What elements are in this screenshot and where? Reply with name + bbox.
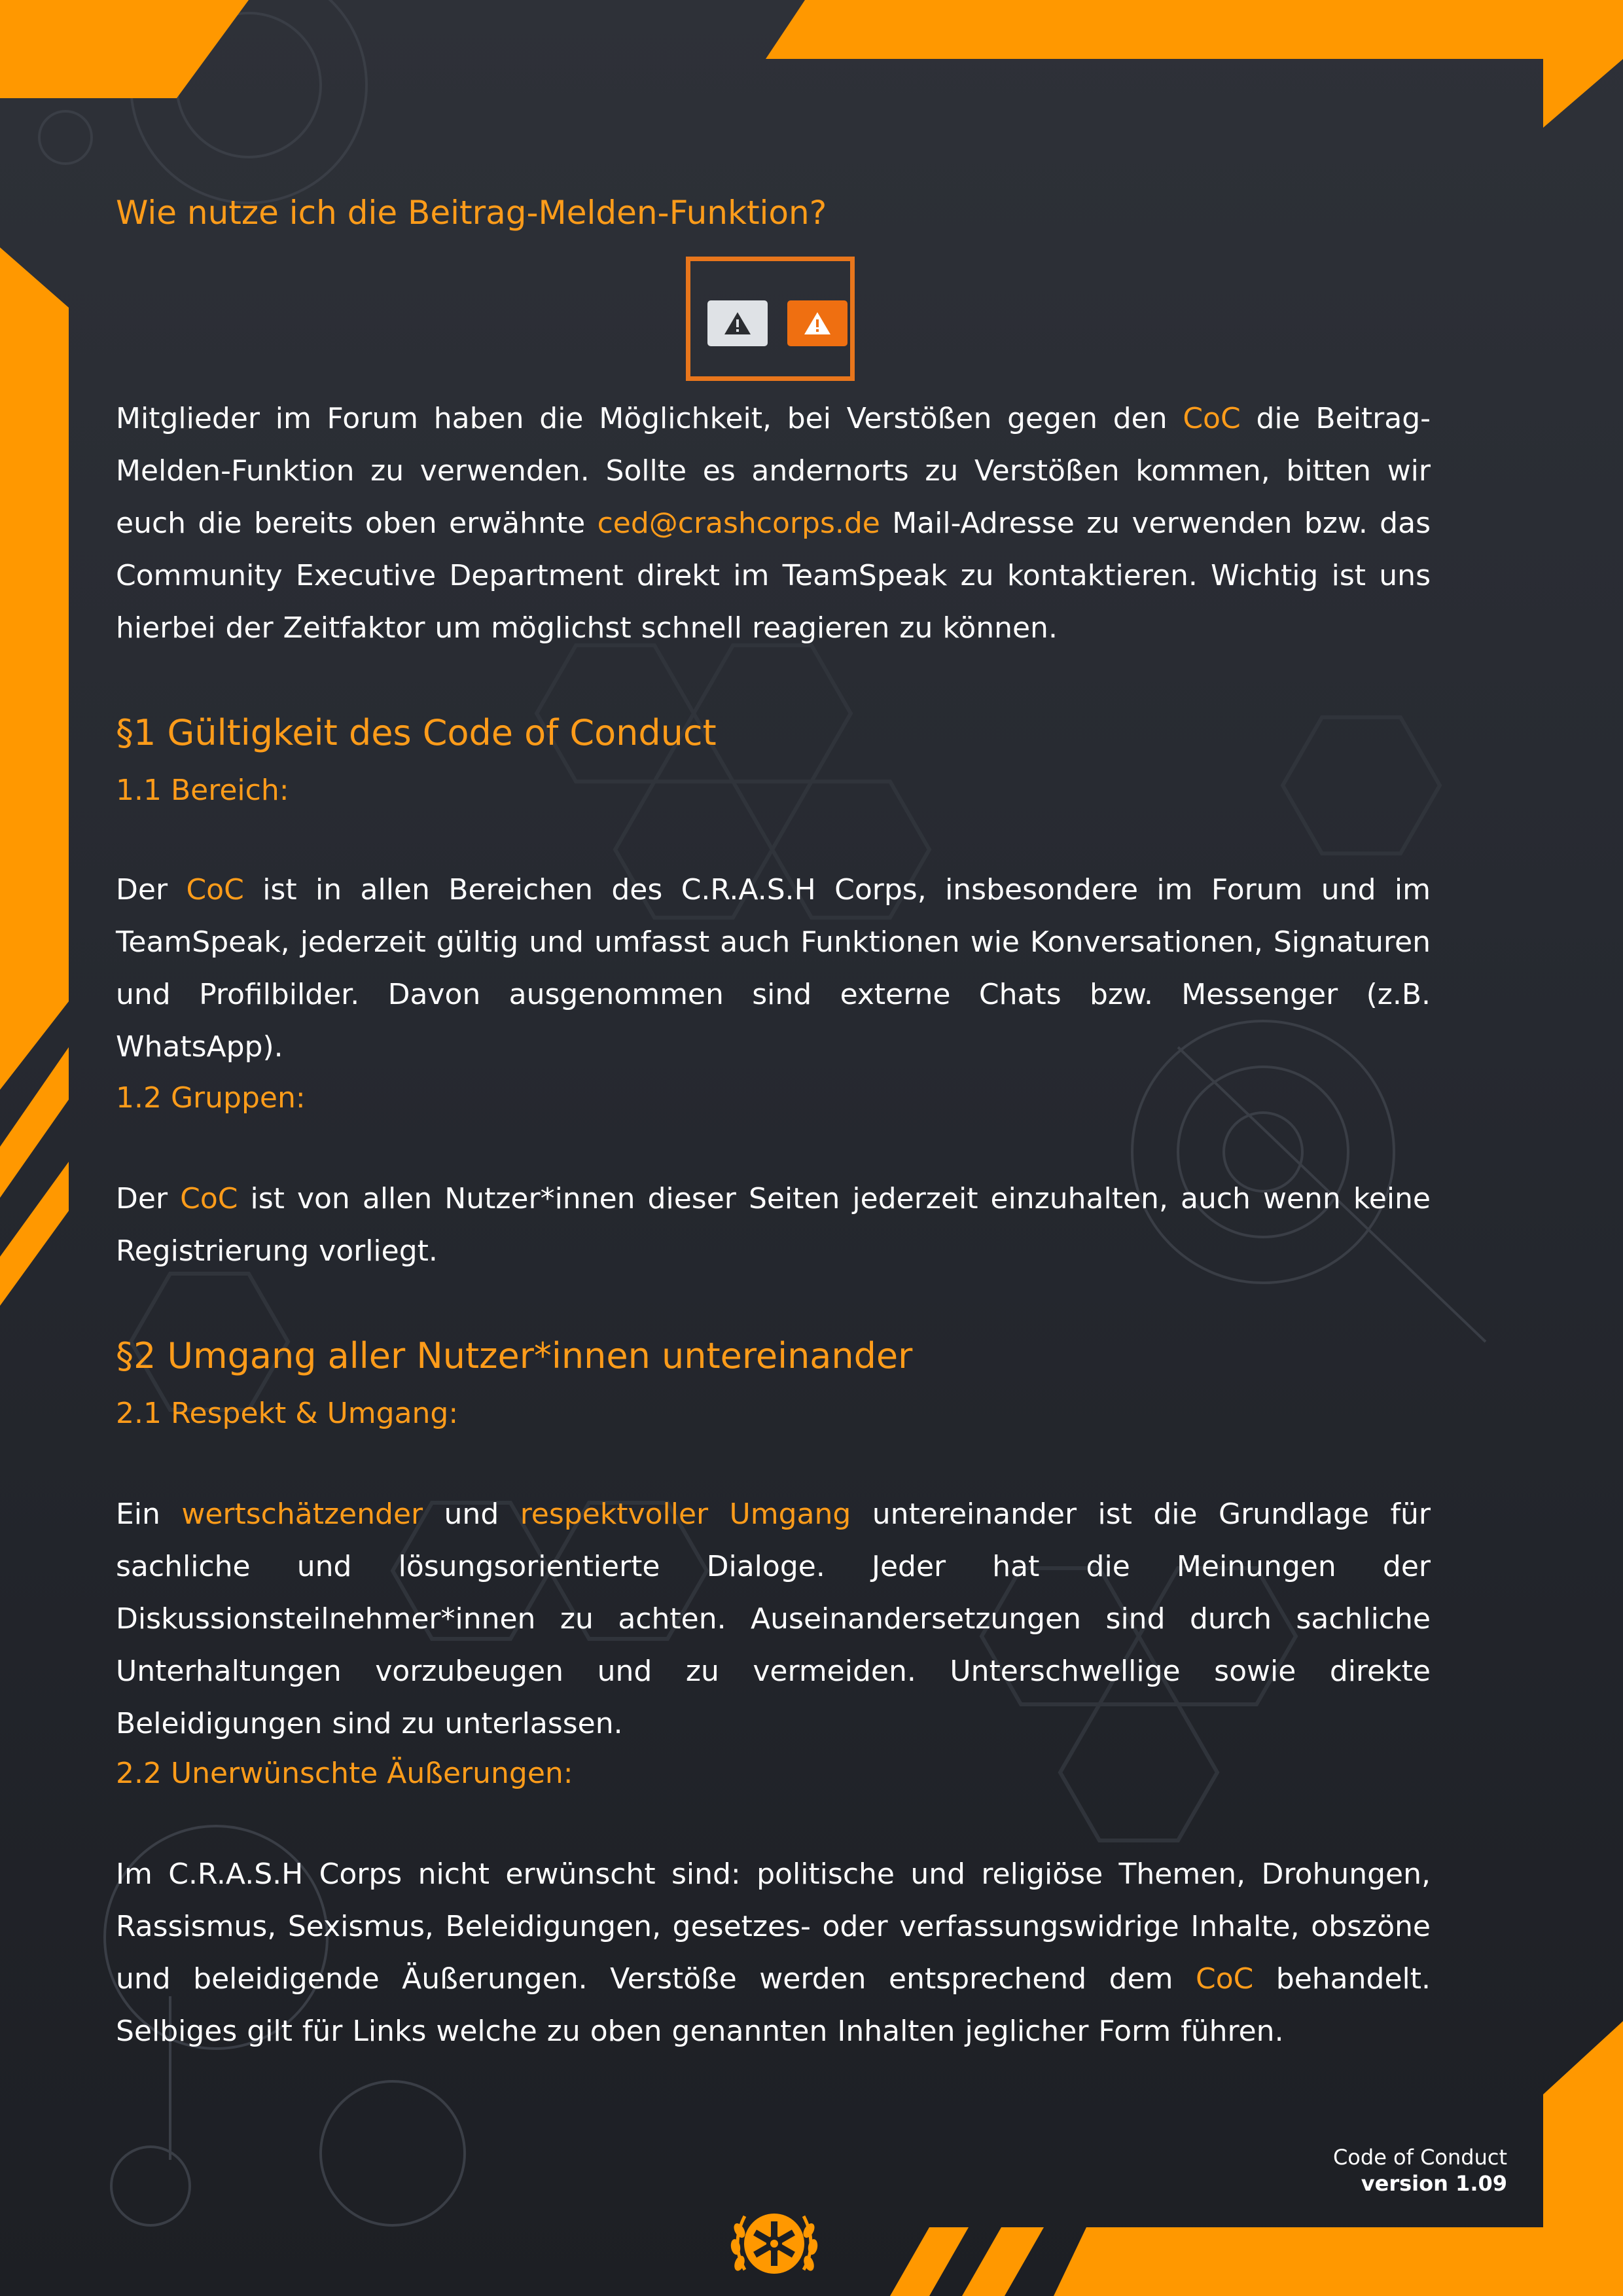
section-2-heading: §2 Umgang aller Nutzer*innen untereinander xyxy=(116,1335,913,1376)
subsection-2-1-heading: 2.1 Respekt & Umgang: xyxy=(116,1397,459,1430)
email-link[interactable]: ced@crashcorps.de xyxy=(597,507,880,540)
coc-highlight: CoC xyxy=(180,1182,238,1215)
footer-version: version 1.09 xyxy=(1361,2171,1507,2196)
report-button-grey xyxy=(707,300,768,346)
footer-label: Code of Conduct xyxy=(1332,2145,1507,2170)
subsection-1-1-heading: 1.1 Bereich: xyxy=(116,774,289,807)
warning-triangle-icon xyxy=(803,311,832,336)
paragraph-2-2: Im C.R.A.S.H Corps nicht erwünscht sind: politische und religiöse Themen, Drohungen, Rassismus, Sexismus, Beleidigungen, gesetzes- oder verfassungswidrige Inhalte, obszöne und beleidigende Äußerungen. Verstöße werden entsprechend dem CoC behandelt. Selbiges gilt für Links welche zu oben genannten Inhalten jeglicher Form führen. xyxy=(116,1857,1431,2048)
report-function-illustration xyxy=(686,257,855,381)
paragraph-1-2: Der CoC ist von allen Nutzer*innen dieser Seiten jederzeit einzuhalten, auch wenn keine Registrierung vorliegt. xyxy=(116,1182,1431,1268)
highlight-wertschaetzender: wertschätzender xyxy=(181,1498,423,1531)
coc-highlight: CoC xyxy=(186,873,244,906)
warning-triangle-icon xyxy=(723,311,752,336)
intro-paragraph: Mitglieder im Forum haben die Möglichkeit, bei Verstößen gegen den CoC die Beitrag-Melden-Funktion zu verwenden. Sollte es andernorts zu Verstößen kommen, bitten wir euch die bereits oben erwähnte ced@crashcorps.de Mail-Adresse zu verwenden bzw. das Community Executive Department direkt im TeamSpeak zu kontaktieren. Wichtig ist uns hierbei der Zeitfaktor um möglichst schnell reagieren zu können. xyxy=(116,402,1431,645)
coc-highlight: CoC xyxy=(1195,1962,1254,1996)
coc-highlight: CoC xyxy=(1183,402,1241,435)
subsection-2-2-heading: 2.2 Unerwünschte Äußerungen: xyxy=(116,1757,573,1790)
highlight-respektvoller-umgang: respektvoller Umgang xyxy=(520,1498,851,1531)
paragraph-1-1: Der CoC ist in allen Bereichen des C.R.A.S.H Corps, insbesondere im Forum und im TeamSpeak, jederzeit gültig und umfasst auch Funktionen wie Konversationen, Signaturen und Profilbilder. Davon ausgenommen sind externe Chats bzw. Messenger (z.B. WhatsApp). xyxy=(116,873,1431,1064)
footer xyxy=(1333,2144,1507,2197)
section-1-heading: §1 Gültigkeit des Code of Conduct xyxy=(116,712,717,753)
crash-corps-emblem-icon xyxy=(725,2198,823,2289)
page-title: Wie nutze ich die Beitrag-Melden-Funktion? xyxy=(116,194,827,232)
subsection-1-2-heading: 1.2 Gruppen: xyxy=(116,1081,306,1115)
report-button-orange xyxy=(787,300,847,346)
paragraph-2-1: Ein wertschätzender und respektvoller Umgang untereinander ist die Grundlage für sachliche und lösungsorientierte Dialoge. Jeder hat die Meinungen der Diskussionsteilnehmer*innen zu achten. Auseinandersetzungen sind durch sachliche Unterhaltungen vorzubeugen und zu vermeiden. Unterschwellige sowie direkte Beleidigungen sind zu unterlassen. xyxy=(116,1498,1431,1740)
